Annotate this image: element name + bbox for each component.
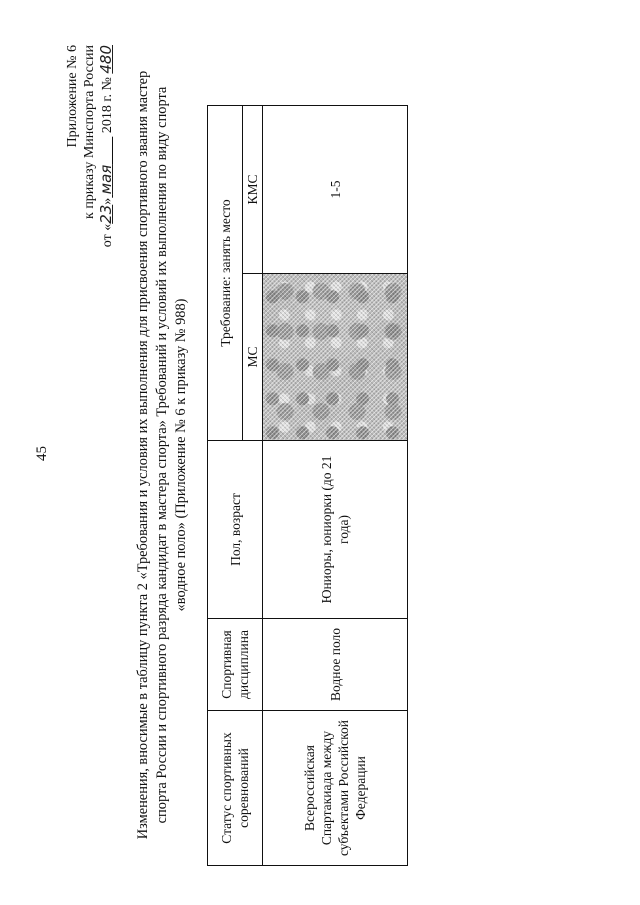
- handwritten-order-number: 480: [97, 45, 115, 74]
- header-discipline: Спортивная дисциплина: [208, 619, 263, 711]
- date-year: 2018 г. №: [100, 77, 115, 134]
- header-gender-age: Пол, возраст: [208, 441, 263, 619]
- cell-gender-age: Юниоры, юниорки (до 21 года): [263, 441, 408, 619]
- appendix-date-line: [98, 45, 116, 905]
- appendix-order-ref: к приказу Минспорта России: [82, 45, 97, 219]
- header-requirement: Требование: занять место: [208, 106, 243, 441]
- heading-line-3: «водное поло» (Приложение № 6 к приказу № 988): [173, 298, 189, 612]
- cell-discipline: Водное поло: [263, 619, 408, 711]
- document-heading: [134, 35, 191, 875]
- header-status: Статус спортивных соревнований: [208, 711, 263, 866]
- cell-kms: 1-5: [263, 106, 408, 274]
- handwritten-day: 23: [97, 204, 115, 224]
- date-quote: »: [100, 197, 115, 205]
- heading-line-2: спорта России и спортивного разряда кандидат в мастера спорта» Требований и условий их выполнения по виду спорта: [154, 86, 170, 824]
- requirements-table: [207, 105, 408, 866]
- heading-line-1: Изменения, вносимые в таблицу пункта 2 «Требования и условия их выполнения для присвоения спортивного звания мастер: [135, 70, 151, 840]
- handwritten-month: мая: [97, 164, 115, 195]
- header-kms: КМС: [243, 106, 263, 274]
- table-row: [263, 106, 408, 866]
- table-header-row: [208, 106, 243, 866]
- date-prefix: от «: [100, 223, 115, 248]
- header-ms: МС: [243, 274, 263, 441]
- cell-status: Всероссийская Спартакиада между субъектами Российской Федерации: [263, 711, 408, 866]
- appendix-title: Приложение № 6: [65, 45, 80, 148]
- page-number: 45: [34, 446, 50, 461]
- appendix-block: [64, 45, 116, 905]
- cell-ms-shaded: [263, 274, 408, 441]
